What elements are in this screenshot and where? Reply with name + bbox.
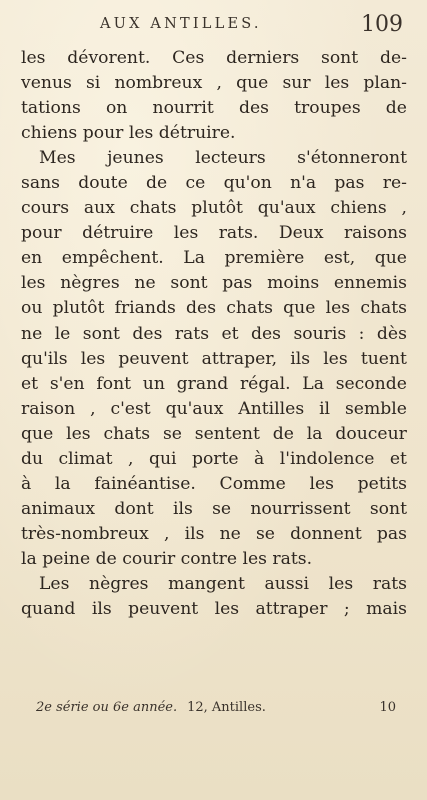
- word: ils: [91, 599, 112, 620]
- text-line: [21, 472, 407, 497]
- printer-signature-line: [36, 700, 416, 715]
- word: animaux: [21, 498, 96, 519]
- word: les: [328, 573, 354, 594]
- word: Mes: [39, 148, 76, 169]
- word: douceur: [335, 423, 407, 444]
- word: du: [21, 448, 44, 469]
- word: les: [21, 48, 46, 68]
- word: c'est: [110, 398, 151, 419]
- word: sentent: [194, 423, 260, 444]
- word: à: [254, 448, 265, 469]
- word: souris: [293, 323, 347, 344]
- word: les: [66, 423, 91, 444]
- word: Antilles: [238, 398, 305, 419]
- word: ne: [21, 323, 43, 344]
- word: des: [132, 323, 163, 344]
- text-line: [21, 322, 407, 347]
- text-line: [21, 121, 407, 146]
- word: chats: [360, 298, 407, 319]
- text-line: [21, 196, 407, 221]
- word: ,: [90, 398, 96, 419]
- word: moins: [267, 273, 320, 294]
- text-line: [21, 347, 407, 372]
- word: très-nombreux: [21, 523, 149, 544]
- word: qu'on: [223, 173, 272, 194]
- word: un: [142, 373, 165, 394]
- word: ,: [163, 523, 170, 544]
- word: ou: [21, 298, 43, 319]
- word: sans: [21, 173, 60, 194]
- word: les: [214, 599, 240, 620]
- word: nourrissent: [250, 498, 351, 519]
- word: raison: [21, 398, 76, 419]
- word: mais: [366, 599, 407, 620]
- word: l'indolence: [279, 448, 375, 469]
- word: rats: [372, 573, 407, 594]
- signature-mark: 10: [379, 700, 396, 715]
- word: sont: [82, 323, 120, 344]
- word: des: [186, 298, 217, 319]
- word: en: [21, 248, 43, 269]
- word: tations: [21, 98, 81, 119]
- word: se: [162, 423, 182, 444]
- text-line: [21, 221, 407, 246]
- word: les: [325, 298, 351, 319]
- word: donnent: [290, 523, 362, 544]
- text-line: [21, 447, 407, 472]
- word: sur: [282, 73, 311, 94]
- word: La: [183, 248, 205, 269]
- word: est,: [323, 248, 356, 269]
- word: pas: [334, 173, 365, 194]
- word: ils: [290, 348, 311, 369]
- word: il: [319, 398, 331, 419]
- word: ennemis: [333, 273, 407, 294]
- word: nombreux: [114, 73, 203, 94]
- word: se: [255, 523, 275, 544]
- word: ils: [184, 523, 205, 544]
- text-line: [21, 522, 407, 547]
- word: ne: [219, 523, 241, 544]
- word: Les: [39, 573, 70, 594]
- word: sont: [369, 498, 407, 519]
- word: que: [21, 423, 54, 444]
- word: ;: [343, 599, 350, 620]
- word: porte: [191, 448, 239, 469]
- word: chats: [103, 423, 151, 444]
- word: plan-: [363, 73, 407, 94]
- word: mangent: [168, 573, 245, 594]
- word: de-: [379, 48, 407, 68]
- text-line: [21, 422, 407, 447]
- text-line: [21, 271, 407, 296]
- word: chiens: [330, 198, 387, 219]
- word: Comme: [219, 473, 286, 494]
- signature-volume: 12, Antilles.: [187, 700, 266, 715]
- word: empêchent.: [61, 248, 164, 269]
- word: ce: [185, 173, 206, 194]
- word: ,: [128, 448, 134, 469]
- word: la: [306, 423, 323, 444]
- word: et: [389, 448, 407, 469]
- word: rats: [174, 323, 210, 344]
- word: des: [251, 323, 281, 344]
- text-line: [21, 547, 407, 572]
- text-line: [21, 96, 407, 121]
- word: qui: [148, 448, 177, 469]
- word: pas: [376, 523, 407, 544]
- word: nègres: [60, 273, 120, 294]
- text-line: [21, 246, 407, 271]
- word: seconde: [335, 373, 407, 394]
- word: ils: [172, 498, 193, 519]
- word: friands: [114, 298, 176, 319]
- word: qu'aux: [165, 398, 224, 419]
- word: petits: [357, 473, 407, 494]
- word: nourrit: [152, 98, 214, 119]
- word: détruire: [82, 223, 154, 244]
- word: les: [323, 348, 348, 369]
- word: peuvent: [118, 348, 189, 369]
- word: à: [21, 473, 32, 494]
- word: première: [224, 248, 305, 269]
- text-line: [21, 46, 407, 71]
- word: régal.: [239, 373, 291, 394]
- word: n'a: [290, 173, 317, 194]
- word: que: [236, 73, 269, 94]
- text-line: [21, 597, 407, 622]
- word: que: [374, 248, 407, 269]
- word: se: [212, 498, 232, 519]
- word: ne: [134, 273, 156, 294]
- text-line: [21, 372, 407, 397]
- word: venus: [21, 73, 72, 94]
- word: quand: [21, 599, 76, 620]
- word: pas: [222, 273, 253, 294]
- running-head: AUX ANTILLES.: [100, 16, 262, 32]
- word: Deux: [278, 223, 324, 244]
- word: attraper,: [201, 348, 278, 369]
- word: doute: [78, 173, 128, 194]
- word: :: [358, 323, 365, 344]
- text-line: [21, 171, 407, 196]
- word: semble: [344, 398, 407, 419]
- word: ,: [216, 73, 222, 94]
- word: le: [54, 323, 71, 344]
- word: attraper: [255, 599, 328, 620]
- word: si: [85, 73, 101, 94]
- word: aussi: [264, 573, 310, 594]
- word: Ces: [172, 48, 205, 68]
- page-number: 109: [361, 12, 403, 37]
- word: les: [324, 73, 350, 94]
- word: les: [173, 223, 199, 244]
- word: chats: [129, 198, 177, 219]
- word: qu'ils: [21, 348, 68, 369]
- word: dévorent.: [67, 48, 151, 68]
- word: plutôt: [52, 298, 105, 319]
- word: la: [54, 473, 71, 494]
- word: re-: [382, 173, 407, 194]
- word: font: [96, 373, 132, 394]
- text-line: [21, 71, 407, 96]
- word: de: [272, 423, 294, 444]
- word: de: [146, 173, 168, 194]
- signature-series: 2e série ou 6e année.: [36, 700, 178, 715]
- word: et: [21, 373, 39, 394]
- word: des: [238, 98, 269, 119]
- word: de: [385, 98, 407, 119]
- word: rats.: [218, 223, 259, 244]
- word: lecteurs: [195, 148, 266, 169]
- word: La: [302, 373, 324, 394]
- word: nègres: [89, 573, 149, 594]
- body-text: [21, 46, 407, 622]
- word: on: [105, 98, 128, 119]
- word: les: [80, 348, 106, 369]
- word: que: [283, 298, 316, 319]
- word: tuent: [360, 348, 407, 369]
- word: pour: [21, 223, 62, 244]
- word: s'en: [49, 373, 85, 394]
- text-line: [21, 397, 407, 422]
- word: qu'aux: [257, 198, 316, 219]
- word: chiens pour les détruire.: [21, 123, 236, 144]
- word: aux: [83, 198, 115, 219]
- word: troupes: [294, 98, 361, 119]
- word: dès: [376, 323, 407, 344]
- word: grand: [176, 373, 229, 394]
- text-line: [21, 296, 407, 321]
- word: les: [309, 473, 334, 494]
- word: plutôt: [191, 198, 243, 219]
- word: jeunes: [107, 148, 164, 169]
- text-line: [21, 146, 407, 171]
- text-line: [21, 497, 407, 522]
- word: la peine de courir contre les rats.: [21, 548, 313, 569]
- word: cours: [21, 198, 70, 219]
- word: chats: [226, 298, 273, 319]
- word: dont: [114, 498, 154, 519]
- word: climat: [58, 448, 113, 469]
- word: les: [21, 273, 46, 294]
- word: sont: [321, 48, 359, 68]
- word: peuvent: [128, 599, 199, 620]
- word: et: [221, 323, 239, 344]
- word: ,: [401, 198, 407, 219]
- word: s'étonneront: [297, 148, 407, 169]
- word: sont: [170, 273, 208, 294]
- word: raisons: [343, 223, 407, 244]
- text-line: [21, 572, 407, 597]
- word: derniers: [226, 48, 300, 68]
- word: fainéantise.: [94, 473, 196, 494]
